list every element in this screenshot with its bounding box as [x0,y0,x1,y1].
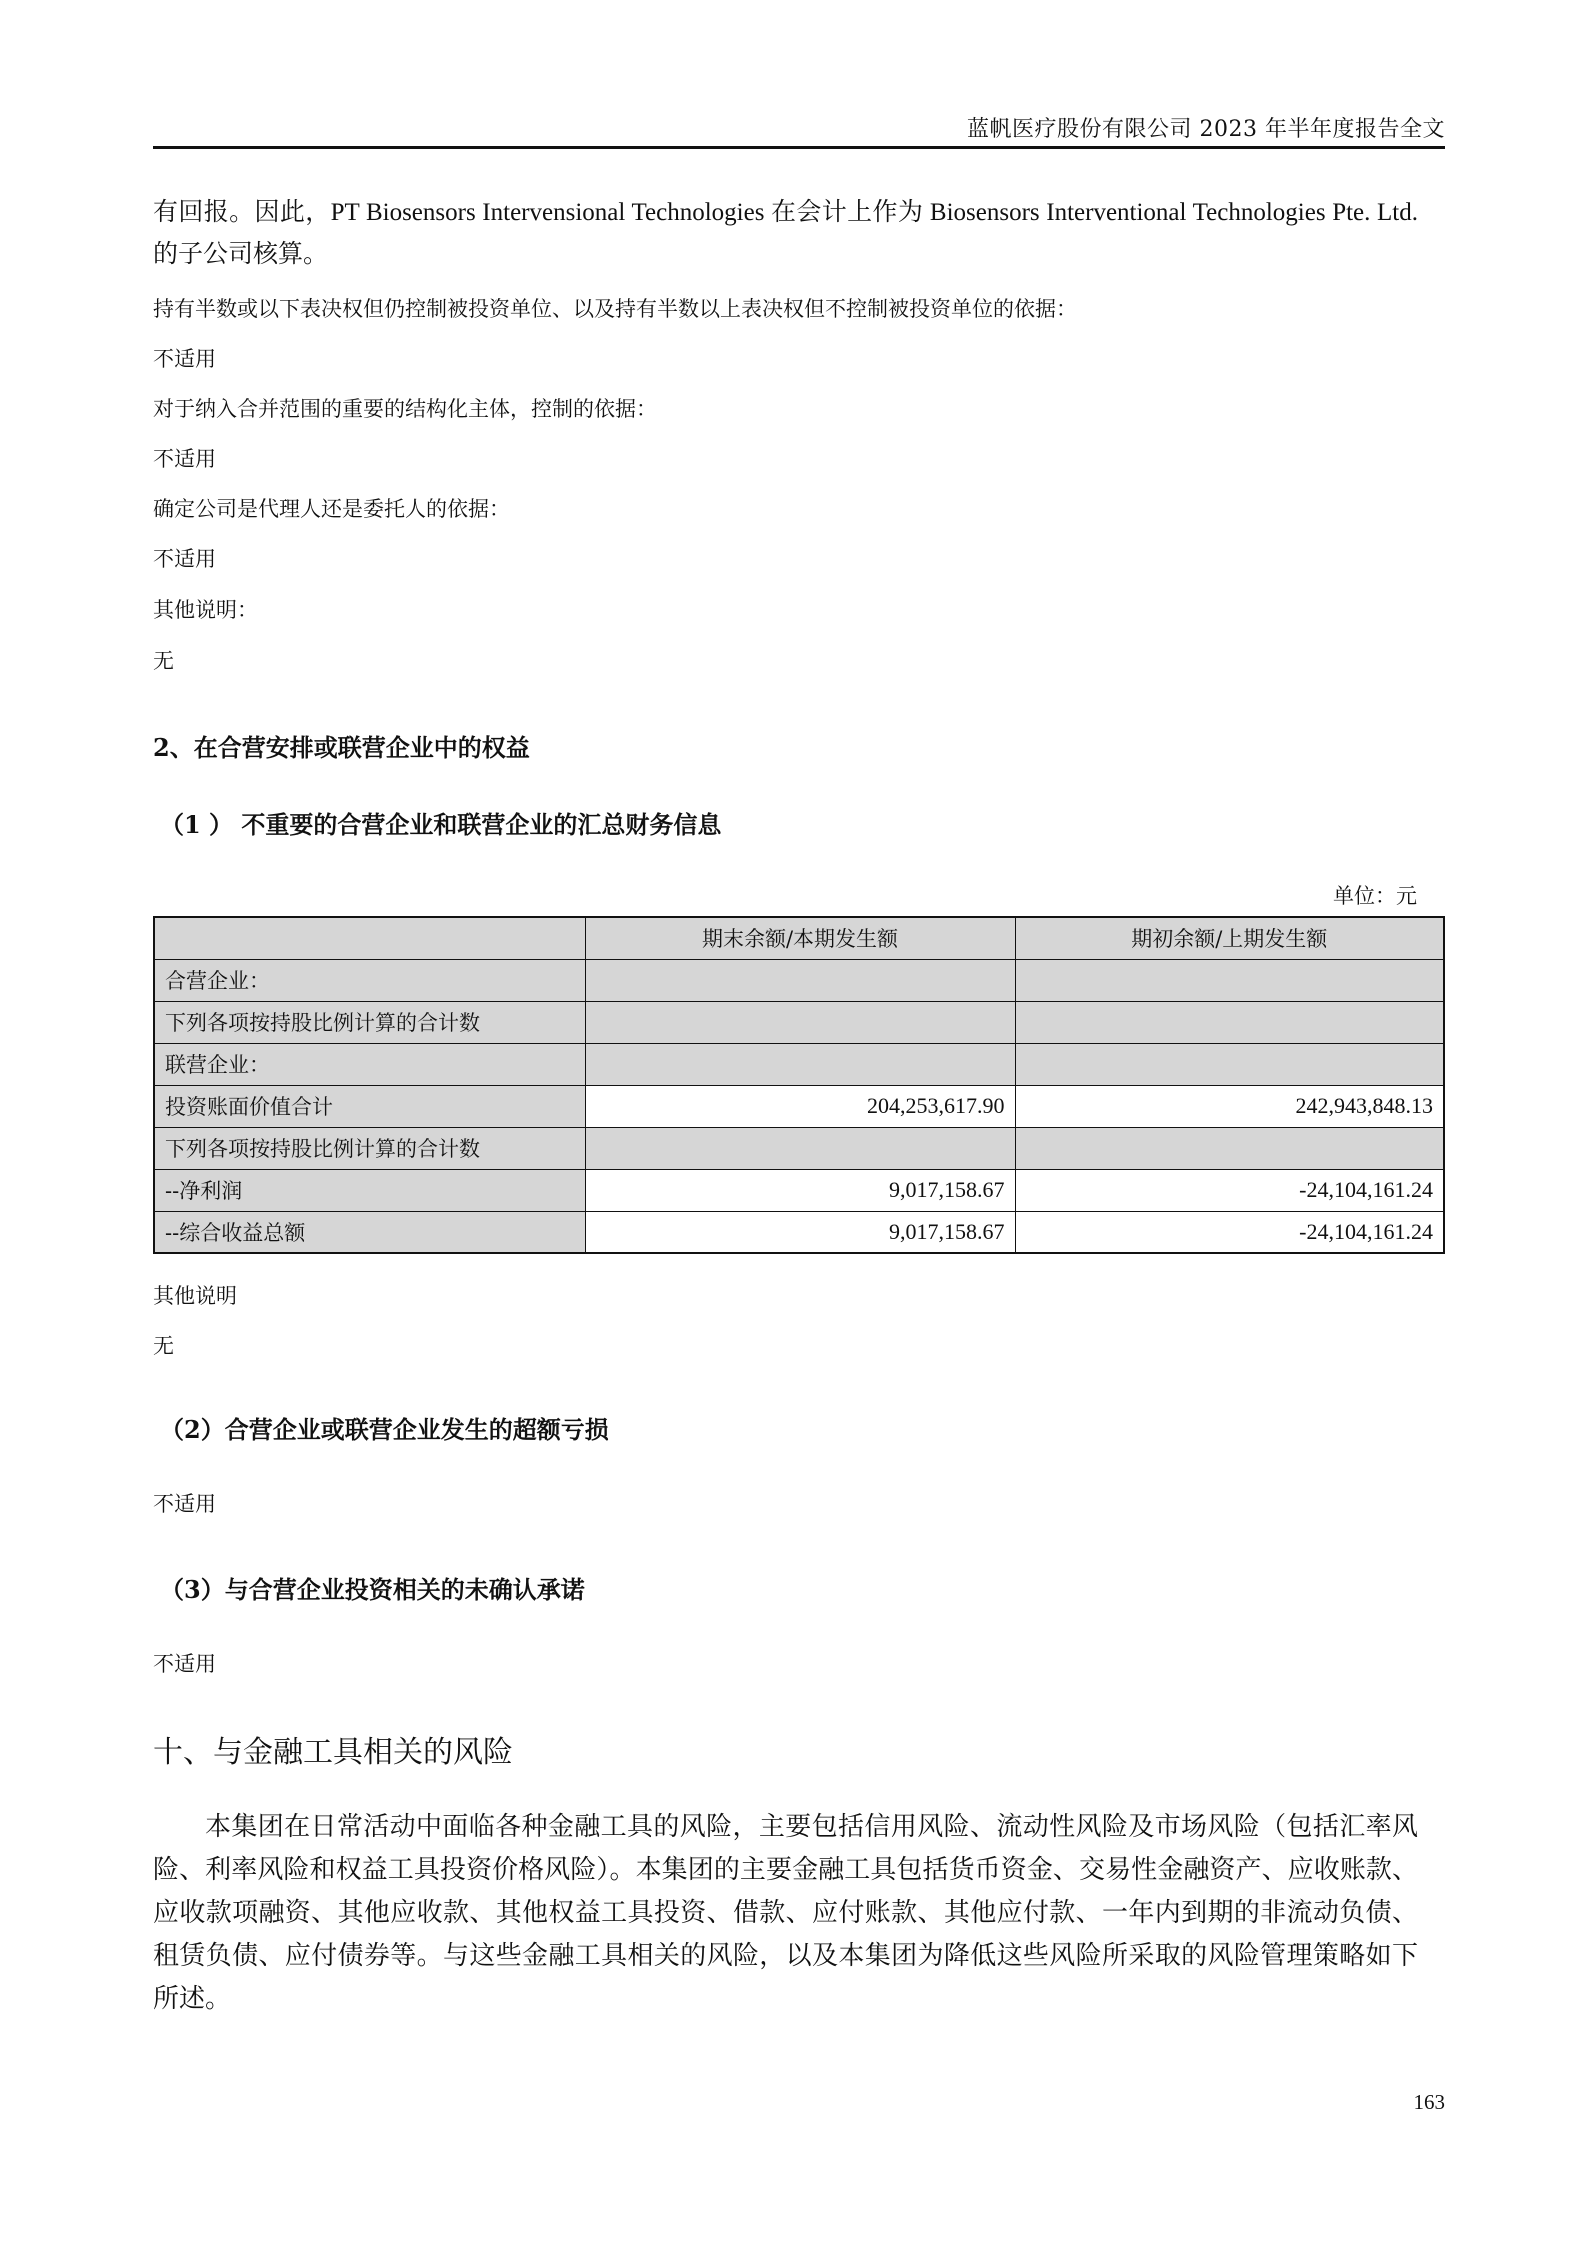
row-current-value: 9,017,158.67 [585,1169,1015,1211]
row-label: 投资账面价值合计 [154,1085,585,1127]
row-label: 下列各项按持股比例计算的合计数 [154,1127,585,1169]
table-header-cell: 期末余额/本期发生额 [585,917,1015,959]
item-value-other-notes: 无 [153,649,174,673]
table-row [154,1043,1444,1085]
row-label: --净利润 [154,1169,585,1211]
section-heading-financial-risk: 十、与金融工具相关的风险 [153,1735,513,1770]
unit-label: 单位：元 [1333,884,1417,908]
item-label-control-basis: 持有半数或以下表决权但仍控制被投资单位、以及持有半数以上表决权但不控制被投资单位的依据： [153,297,1077,321]
report-header-title: 蓝帆医疗股份有限公司 2023 年半年度报告全文 [967,117,1445,142]
table-header-cell: 期初余额/上期发生额 [1015,917,1444,959]
row-current-value: 204,253,617.90 [585,1085,1015,1127]
row-label: 合营企业： [154,959,585,1001]
unrecognized-commitments-value: 不适用 [153,1652,216,1676]
table-header-row [154,917,1444,959]
row-prior-value [1015,1043,1444,1085]
row-label: 下列各项按持股比例计算的合计数 [154,1001,585,1043]
item-label-structured-entity: 对于纳入合并范围的重要的结构化主体，控制的依据： [153,397,657,421]
row-prior-value [1015,1127,1444,1169]
table-row [154,1127,1444,1169]
subsection-heading-summary-financials: （1 ） 不重要的合营企业和联营企业的汇总财务信息 [160,810,722,839]
row-prior-value: -24,104,161.24 [1015,1211,1444,1253]
item-label-other-notes: 其他说明： [153,598,258,622]
table-other-notes-label: 其他说明 [153,1284,237,1308]
row-prior-value [1015,1001,1444,1043]
table-row [154,1001,1444,1043]
item-value-agent-principal: 不适用 [153,547,216,571]
row-current-value [585,1001,1015,1043]
page-number: 163 [1413,2090,1445,2114]
financial-summary-table [153,916,1445,1254]
subsection-heading-excess-losses: （2）合营企业或联营企业发生的超额亏损 [160,1415,609,1444]
row-label: --综合收益总额 [154,1211,585,1253]
row-label: 联营企业： [154,1043,585,1085]
intro-paragraph: 有回报。因此，PT Biosensors Intervensional Technologies 在会计上作为 Biosensors Interventional Technologies Pte. Ltd. 的子公司核算。 [153,199,1418,268]
row-current-value [585,959,1015,1001]
table-row [154,1169,1444,1211]
excess-losses-value: 不适用 [153,1492,216,1516]
table-header-cell [154,917,585,959]
table-other-notes-value: 无 [153,1334,174,1358]
table-row [154,1085,1444,1127]
row-current-value [585,1127,1015,1169]
financial-risk-paragraph: 本集团在日常活动中面临各种金融工具的风险，主要包括信用风险、流动性风险及市场风险（包括汇率风险、利率风险和权益工具投资价格风险）。本集团的主要金融工具包括货币资金、交易性金融资产、应收账款、应收款项融资、其他应收款、其他权益工具投资、借款、应付账款、其他应付款、一年内到期的非流动负债、租赁负债、应付债券等。与这些金融工具相关的风险，以及本集团为降低这些风险所采取的风险管理策略如下所述。 [153,1812,1418,2014]
item-value-control-basis: 不适用 [153,347,216,371]
table-row [154,959,1444,1001]
item-label-agent-principal: 确定公司是代理人还是委托人的依据： [153,497,510,521]
row-current-value: 9,017,158.67 [585,1211,1015,1253]
row-prior-value: -24,104,161.24 [1015,1169,1444,1211]
subsection-heading-unrecognized-commitments: （3）与合营企业投资相关的未确认承诺 [160,1575,585,1604]
header-divider [153,146,1445,149]
item-value-structured-entity: 不适用 [153,447,216,471]
row-prior-value [1015,959,1444,1001]
row-prior-value: 242,943,848.13 [1015,1085,1444,1127]
table-row [154,1211,1444,1253]
section-heading-jv-interests: 2、在合营安排或联营企业中的权益 [153,733,530,762]
row-current-value [585,1043,1015,1085]
